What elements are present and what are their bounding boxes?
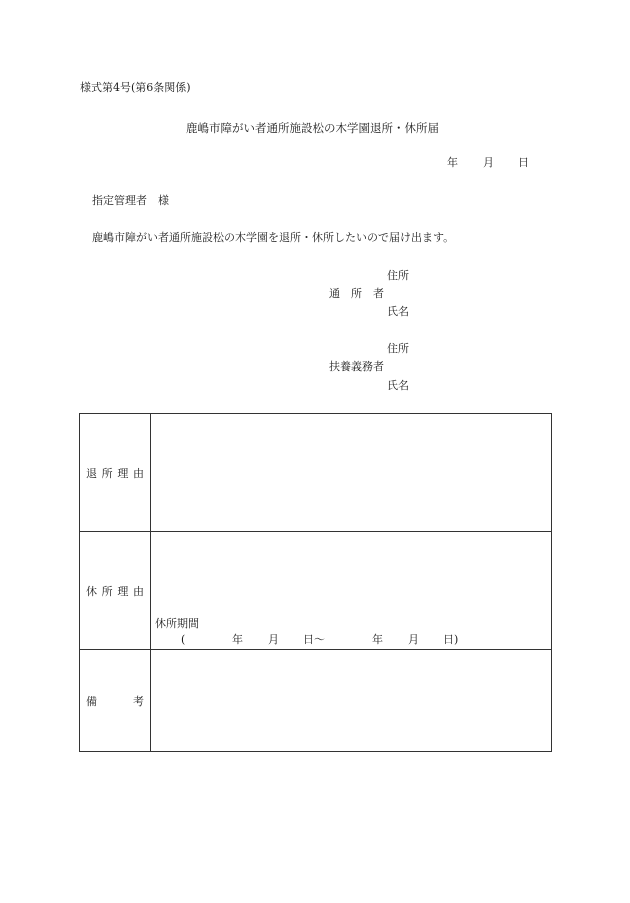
withdrawal-reason-label xyxy=(80,414,151,532)
period-end-day: 日) xyxy=(443,633,459,646)
label-char: 考 xyxy=(133,694,144,708)
label-char: 休 xyxy=(86,584,97,598)
guardian-address-label: 住所 xyxy=(387,342,409,355)
label-char: 理 xyxy=(117,584,129,598)
period-start-month: 月 xyxy=(268,633,279,646)
addressee: 指定管理者 様 xyxy=(92,194,169,207)
date-year: 年 xyxy=(447,156,458,169)
remarks-row xyxy=(80,650,552,752)
form-number: 様式第4号(第6条関係) xyxy=(80,81,191,94)
withdrawal-row xyxy=(80,414,552,532)
date-day: 日 xyxy=(518,156,529,169)
applicant-address-label: 住所 xyxy=(387,269,409,282)
suspension-period-label: 休所期間 xyxy=(155,617,199,630)
document-title: 鹿嶋市障がい者通所施設松の木学園退所・休所届 xyxy=(186,121,439,135)
applicant-role-label: 通 所 者 xyxy=(329,287,384,300)
date-month: 月 xyxy=(483,156,494,169)
period-end-month: 月 xyxy=(408,633,419,646)
reason-table xyxy=(79,413,552,752)
period-start-day: 日〜 xyxy=(303,633,325,646)
period-open-paren: ( xyxy=(181,633,186,646)
period-start-year: 年 xyxy=(232,633,243,646)
suspension-row xyxy=(80,532,552,650)
remarks-label xyxy=(80,650,151,752)
suspension-reason-field[interactable] xyxy=(151,532,552,650)
withdrawal-reason-field[interactable] xyxy=(151,414,552,532)
applicant-name-label: 氏名 xyxy=(387,305,409,318)
label-char: 理 xyxy=(117,466,129,480)
label-char: 備 xyxy=(86,694,97,708)
label-char: 由 xyxy=(132,584,144,598)
request-statement: 鹿嶋市障がい者通所施設松の木学園を退所・休所したいので届け出ます。 xyxy=(92,231,455,244)
label-char: 所 xyxy=(101,584,113,598)
label-char: 由 xyxy=(132,466,144,480)
remarks-field[interactable] xyxy=(151,650,552,752)
period-end-year: 年 xyxy=(372,633,383,646)
label-char: 所 xyxy=(101,466,113,480)
guardian-role-label: 扶養義務者 xyxy=(329,360,384,373)
suspension-reason-label xyxy=(80,532,151,650)
label-char: 退 xyxy=(86,466,97,480)
guardian-name-label: 氏名 xyxy=(387,379,409,392)
